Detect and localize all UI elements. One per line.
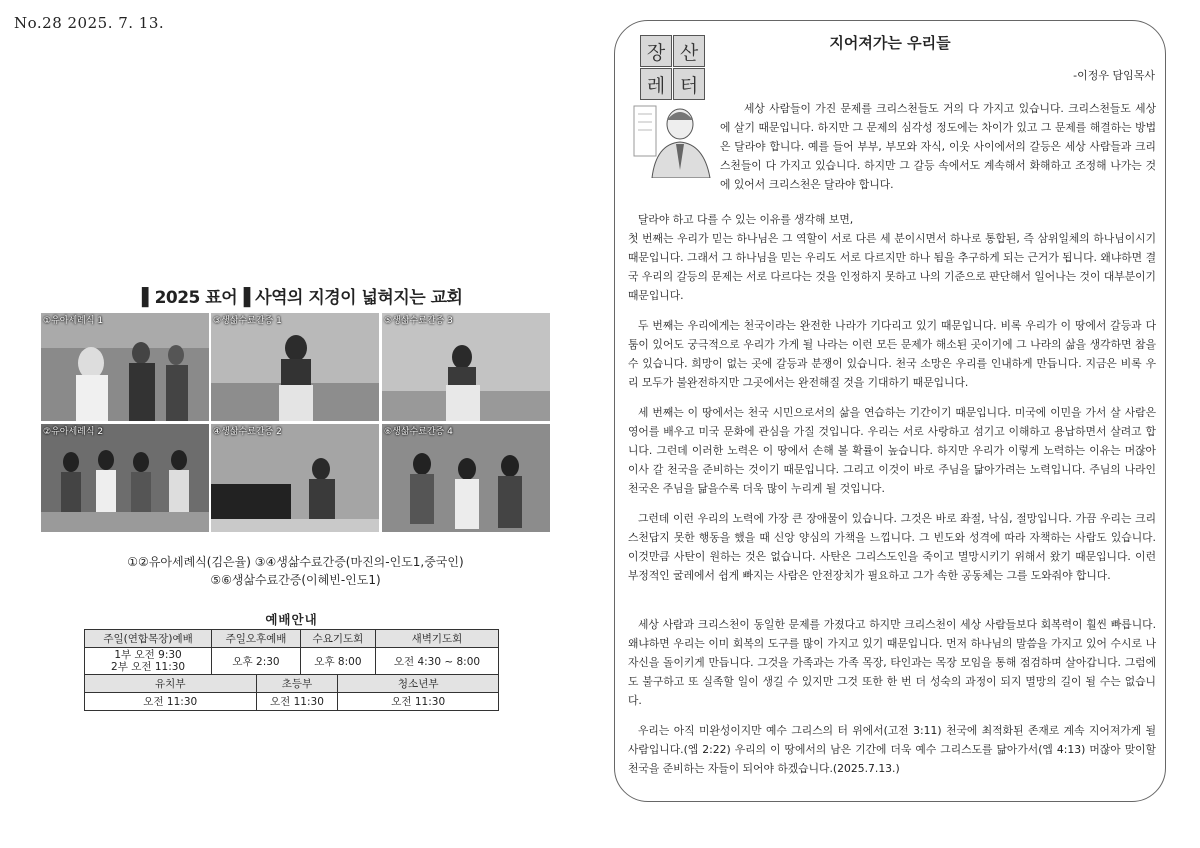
header-youth: 청소년부 (338, 675, 499, 693)
worship-schedule-table (84, 609, 499, 711)
photo-image (41, 313, 209, 421)
photo-image (382, 424, 550, 532)
issue-line: No.28 2025. 7. 13. (14, 14, 165, 32)
photo-label: ②유아세례식 2 (43, 427, 104, 437)
column-paragraph-4: 세 번째는 이 땅에서는 천국 시민으로서의 삶을 연습하는 기간이기 때문입니다. 미국에 이민을 가서 살 사람은 영어를 배우고 미국 문화에 관심을 가질 것입니다. 우리는 서로 사랑하고 섬기고 이해하고 용납하면서 살려고 합니다. 그런데 이러한 노력은 이 땅에서 손해 볼 확률이 높습니다. 하지만 우리가 이렇게 노력하는 이유는 머잖아 이사 갈 천국을 준비하는 것이기 때문입니다. 그리고 이것이 바로 주님을 닮아가려는 노력입니다. 주님의 나라인 천국은 주님을 닮을수록 더욱 많이 누리게 될 것입니다. (628, 406, 1156, 495)
sunday-time-1: 1부 오전 9:30 (114, 649, 182, 661)
photo-testimony-4 (382, 424, 550, 532)
column-author: -이정우 담임목사 (1073, 69, 1155, 82)
column-badge-char: 터 (673, 68, 705, 100)
pastor-portrait (630, 100, 714, 178)
column-title: 지어져가는 우리들 (829, 34, 951, 52)
column-paragraph-1: 세상 사람들이 가진 문제를 크리스천들도 거의 다 가지고 있습니다. 크리스천들도 세상에 살기 때문입니다. 하지만 그 문제의 심각성 정도에는 차이가 있고 그 문제를 해결하는 방법은 달라야 합니다. 예를 들어 부부, 부모와 자식, 이웃 사이에서의 갈등은 세상 사람들과 크리스천들이 다 가지고 있습니다. 하지만 그 갈등 속에서도 계속해서 화해하고 조정해 나가는 것에 있어서 크리스천은 달라야 합니다. (720, 102, 1156, 191)
column-paragraph-5: 그런데 이런 우리의 노력에 가장 큰 장애물이 있습니다. 그것은 바로 좌절, 낙심, 절망입니다. 가끔 우리는 크리스천답지 못한 행동을 했을 때 신앙 양심의 가책을 느낍니다. 그 빈도와 성격에 따라 자책하는 사람도 있습니다. 이것만큼 사탄이 원하는 것은 없습니다. 사탄은 그리스도인을 죽이고 멸망시키기 위해서 왔기 때문입니다. 이런 부정적인 굴레에서 쉽게 빠지는 사람은 안전장치가 필요하고 그가 속한 공동체는 그를 도와줘야 합니다. (628, 512, 1156, 582)
photo-grid (41, 313, 550, 537)
column-paragraph-2: 달라야 하고 다를 수 있는 이유를 생각해 보면, 첫 번째는 우리가 믿는 하나님은 그 역할이 서로 다른 세 분이시면서 하나로 통합된, 즉 삼위일체의 하나님이시기 때문입니다. 그래서 그 하나님을 믿는 우리도 서로 다르지만 하나 됨을 추구하게 되는 근거가 됩니다. 왜냐하면 결국 우리의 갈등의 문제는 서로 다르다는 것을 인정하지 못하고 나의 기준으로 판단해서 일어나는 것이 대부분이기 때문입니다. (628, 213, 1156, 302)
header-preschool: 유치부 (85, 675, 257, 693)
header-wednesday: 수요기도회 (300, 630, 375, 648)
photo-label: ⑥생삶수료간증 4 (384, 427, 453, 437)
header-elementary: 초등부 (256, 675, 338, 693)
photo-image (382, 313, 550, 421)
photo-infant-baptism-2 (41, 424, 209, 532)
afternoon-time: 오후 2:30 (212, 648, 301, 675)
photo-image (211, 313, 379, 421)
yearly-motto: ▌2025 표어▐ 사역의 지경이 넓혀지는 교회 (142, 288, 463, 308)
photo-label: ⑤생삶수료간증 3 (384, 316, 453, 326)
column-badge-char: 레 (640, 68, 672, 100)
header-sunday: 주일(연합목장)예배 (85, 630, 212, 648)
photo-label: ③생삶수료간증 1 (213, 316, 282, 326)
photo-label: ④생삶수료간증 2 (213, 427, 282, 437)
column-badge-char: 산 (673, 35, 705, 67)
column-paragraph-7: 우리는 아직 미완성이지만 예수 그리스의 터 위에서(고전 3:11) 천국에 최적화된 존재로 계속 지어져가게 될 사람입니다.(엡 2:22) 우리의 이 땅에서의 남은 기간에 더욱 예수 그리스도를 닮아가서(엡 4:13) 머잖아 맞이할 천국을 준비하는 자들이 되어야 하겠습니다.(2025.7.13.) (628, 724, 1156, 775)
column-paragraph-3: 두 번째는 우리에게는 천국이라는 완전한 나라가 기다리고 있기 때문입니다. 비록 우리가 이 땅에서 갈등과 다툼이 있어도 궁극적으로 우리가 가게 될 나라는 이런 모든 문제가 해소된 곳이기에 그 나라의 삶을 생각하면 참을 수 있습니다. 희망이 없는 곳에 갈등과 분쟁이 있습니다. 천국 소망은 우리를 인내하게 만듭니다. 지금은 비록 우리 모두가 불완전하지만 그곳에서는 완전해질 것을 기대하기 때문입니다. (628, 319, 1156, 389)
photo-caption-line-1: ①②유아세례식(김은율) ③④생삶수료간증(마진의-인도1,중국인) (127, 555, 464, 569)
header-dawn: 새벽기도회 (375, 630, 498, 648)
dawn-time: 오전 4:30 ~ 8:00 (375, 648, 498, 675)
wednesday-time: 오후 8:00 (300, 648, 375, 675)
header-afternoon: 주일오후예배 (212, 630, 301, 648)
photo-testimony-1 (211, 313, 379, 421)
photo-infant-baptism-1 (41, 313, 209, 421)
worship-schedule-title: 예배안내 (265, 612, 318, 627)
sunday-times (85, 648, 212, 675)
youth-time: 오전 11:30 (338, 693, 499, 711)
photo-label: ①유아세례식 1 (43, 316, 104, 326)
sunday-time-2: 2부 오전 11:30 (111, 661, 186, 673)
column-badge-char: 장 (640, 35, 672, 67)
photo-testimony-2 (211, 424, 379, 532)
photo-image (211, 424, 379, 532)
photo-testimony-3 (382, 313, 550, 421)
photo-caption-line-2: ⑤⑥생삶수료간증(이혜빈-인도1) (210, 573, 381, 587)
column-paragraph-6: 세상 사람과 크리스천이 동일한 문제를 가졌다고 하지만 크리스천이 세상 사람들보다 회복력이 훨씬 빠릅니다. 왜냐하면 우리는 이미 회복의 도구를 많이 가지고 있기 때문입니다. 먼저 하나님의 말씀을 가지고 있어 수시로 나 자신을 돌이키게 만듭니다. 그것을 가족과는 가족 목장, 타인과는 목장 모임을 통해 점검하며 살아갑니다. 그럼에도 불구하고 또 실족할 일이 생길 수 있지만 그것 또한 한 번 더 성숙의 과정이 되지 멸망의 길이 될 수는 없습니다. (628, 618, 1156, 707)
elementary-time: 오전 11:30 (256, 693, 338, 711)
photo-image (41, 424, 209, 532)
preschool-time: 오전 11:30 (85, 693, 257, 711)
